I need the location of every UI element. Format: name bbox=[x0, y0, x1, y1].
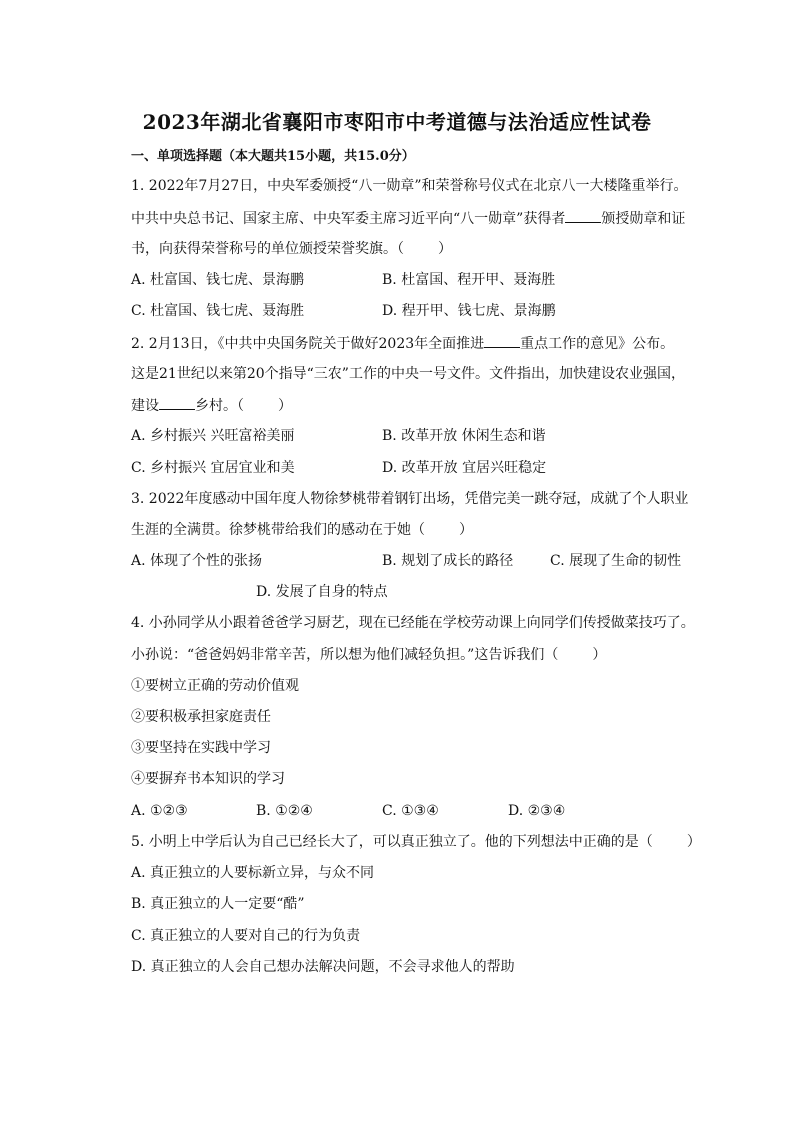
question-2-option-b: B. 改革开放 休闲生态和谐 bbox=[382, 428, 546, 444]
question-2-text-3: 这是21世纪以来第20个指导“三农”工作的中央一号文件。文件指出，加快建设农业强国， bbox=[131, 366, 685, 382]
question-5-text-1: 5. 小明上中学后认为自己已经长大了，可以真正独立了。他的下列想法中正确的是（ bbox=[131, 834, 653, 850]
question-2-text-2: 重点工作的意见》公布。 bbox=[520, 336, 675, 352]
question-3-option-b: B. 规划了成长的路径 bbox=[382, 553, 514, 569]
question-1-text-2: 中共中央总书记、国家主席、中央军委主席习近平向“八一勋章”获得者 bbox=[131, 211, 566, 227]
question-2-line-3 bbox=[131, 395, 292, 416]
question-2-line-2 bbox=[131, 364, 685, 384]
question-1-option-c: C. 杜富国、钱七虎、聂海胜 bbox=[131, 303, 305, 319]
question-2-line-1 bbox=[131, 333, 674, 354]
question-2-text-5: 乡村。（ bbox=[195, 398, 244, 414]
question-1-line-2 bbox=[131, 208, 685, 229]
question-4-option-a: A. ①②③ bbox=[131, 803, 188, 819]
question-2-option-a: A. 乡村振兴 兴旺富裕美丽 bbox=[131, 428, 295, 444]
question-3-paren-close: ） bbox=[459, 522, 473, 538]
question-3-line-1 bbox=[131, 489, 688, 509]
question-4-text-1: 4. 小孙同学从小跟着爸爸学习厨艺，现在已经能在学校劳动课上向同学们传授做菜技巧了。 bbox=[131, 615, 695, 631]
question-4-statement-2: ②要积极承担家庭责任 bbox=[131, 709, 271, 725]
question-5-option-d: D. 真正独立的人会自己想办法解决问题，不会寻求他人的帮助 bbox=[131, 959, 515, 975]
question-4-option-b: B. ①②④ bbox=[256, 803, 313, 819]
question-4-statement-4: ④要摒弃书本知识的学习 bbox=[131, 771, 285, 787]
question-4-option-d: D. ②③④ bbox=[508, 803, 566, 819]
question-2-option-c: C. 乡村振兴 宜居宜业和美 bbox=[131, 460, 295, 476]
question-3-option-d: D. 发展了自身的特点 bbox=[256, 584, 388, 600]
answer-blank bbox=[159, 395, 195, 410]
question-4-statement-1: ①要树立正确的劳动价值观 bbox=[131, 678, 299, 694]
question-4-text-2: 小孙说：“爸爸妈妈非常辛苦，所以想为他们减轻负担。”这告诉我们（ bbox=[131, 647, 559, 663]
question-3-option-a: A. 体现了个性的张扬 bbox=[131, 553, 263, 569]
question-4-option-c: C. ①③④ bbox=[382, 803, 439, 819]
question-2-option-d: D. 改革开放 宜居兴旺稳定 bbox=[382, 460, 547, 476]
question-2-text-4: 建设 bbox=[131, 398, 159, 414]
question-5-paren-close: ） bbox=[686, 834, 701, 850]
question-4-paren-close: ） bbox=[592, 647, 607, 663]
question-5-option-c: C. 真正独立的人要对自己的行为负责 bbox=[131, 928, 361, 944]
question-1-line-3 bbox=[131, 239, 452, 259]
answer-blank bbox=[565, 208, 601, 223]
question-5-option-b: B. 真正独立的人一定要“酷” bbox=[131, 896, 305, 912]
page-title: 2023年湖北省襄阳市枣阳市中考道德与法治适应性试卷 bbox=[142, 110, 652, 134]
question-1-option-a: A. 杜富国、钱七虎、景海鹏 bbox=[131, 272, 305, 288]
question-3-line-2 bbox=[131, 520, 473, 540]
question-1-option-d: D. 程开甲、钱七虎、景海鹏 bbox=[382, 303, 556, 319]
question-2-text-1: 2. 2月13日，《中共中央国务院关于做好2023年全面推进 bbox=[131, 336, 485, 352]
question-5-option-a: A. 真正独立的人要标新立异，与众不同 bbox=[131, 865, 375, 881]
answer-blank bbox=[484, 333, 520, 348]
question-4-statement-3: ③要坚持在实践中学习 bbox=[131, 740, 271, 756]
section-heading: 一、单项选择题（本大题共15小题，共15.0分） bbox=[131, 149, 415, 164]
question-1-text-3: 颁授勋章和证 bbox=[601, 211, 686, 227]
question-1-paren-close: ） bbox=[438, 241, 452, 257]
question-3-option-c: C. 展现了生命的韧性 bbox=[550, 553, 682, 569]
question-5-line-1 bbox=[131, 832, 701, 852]
question-1-option-b: B. 杜富国、程开甲、聂海胜 bbox=[382, 272, 556, 288]
question-1-text-1: 1. 2022年7月27日，中央军委颁授“八一勋章”和荣誉称号仪式在北京八一大楼隆重举行。 bbox=[131, 178, 688, 194]
question-1-line-1 bbox=[131, 176, 687, 196]
question-3-text-1: 3. 2022年度感动中国年度人物徐梦桃带着钢钉出场，凭借完美一跳夺冠，成就了个人职业 bbox=[131, 491, 689, 507]
question-1-text-4: 书，向获得荣誉称号的单位颁授荣誉奖旗。（ bbox=[131, 241, 404, 257]
question-4-line-1 bbox=[131, 613, 695, 633]
question-4-line-2 bbox=[131, 645, 606, 665]
question-2-paren-close: ） bbox=[278, 398, 292, 414]
question-3-text-2: 生涯的全满贯。徐梦桃带给我们的感动在于她（ bbox=[131, 522, 425, 538]
